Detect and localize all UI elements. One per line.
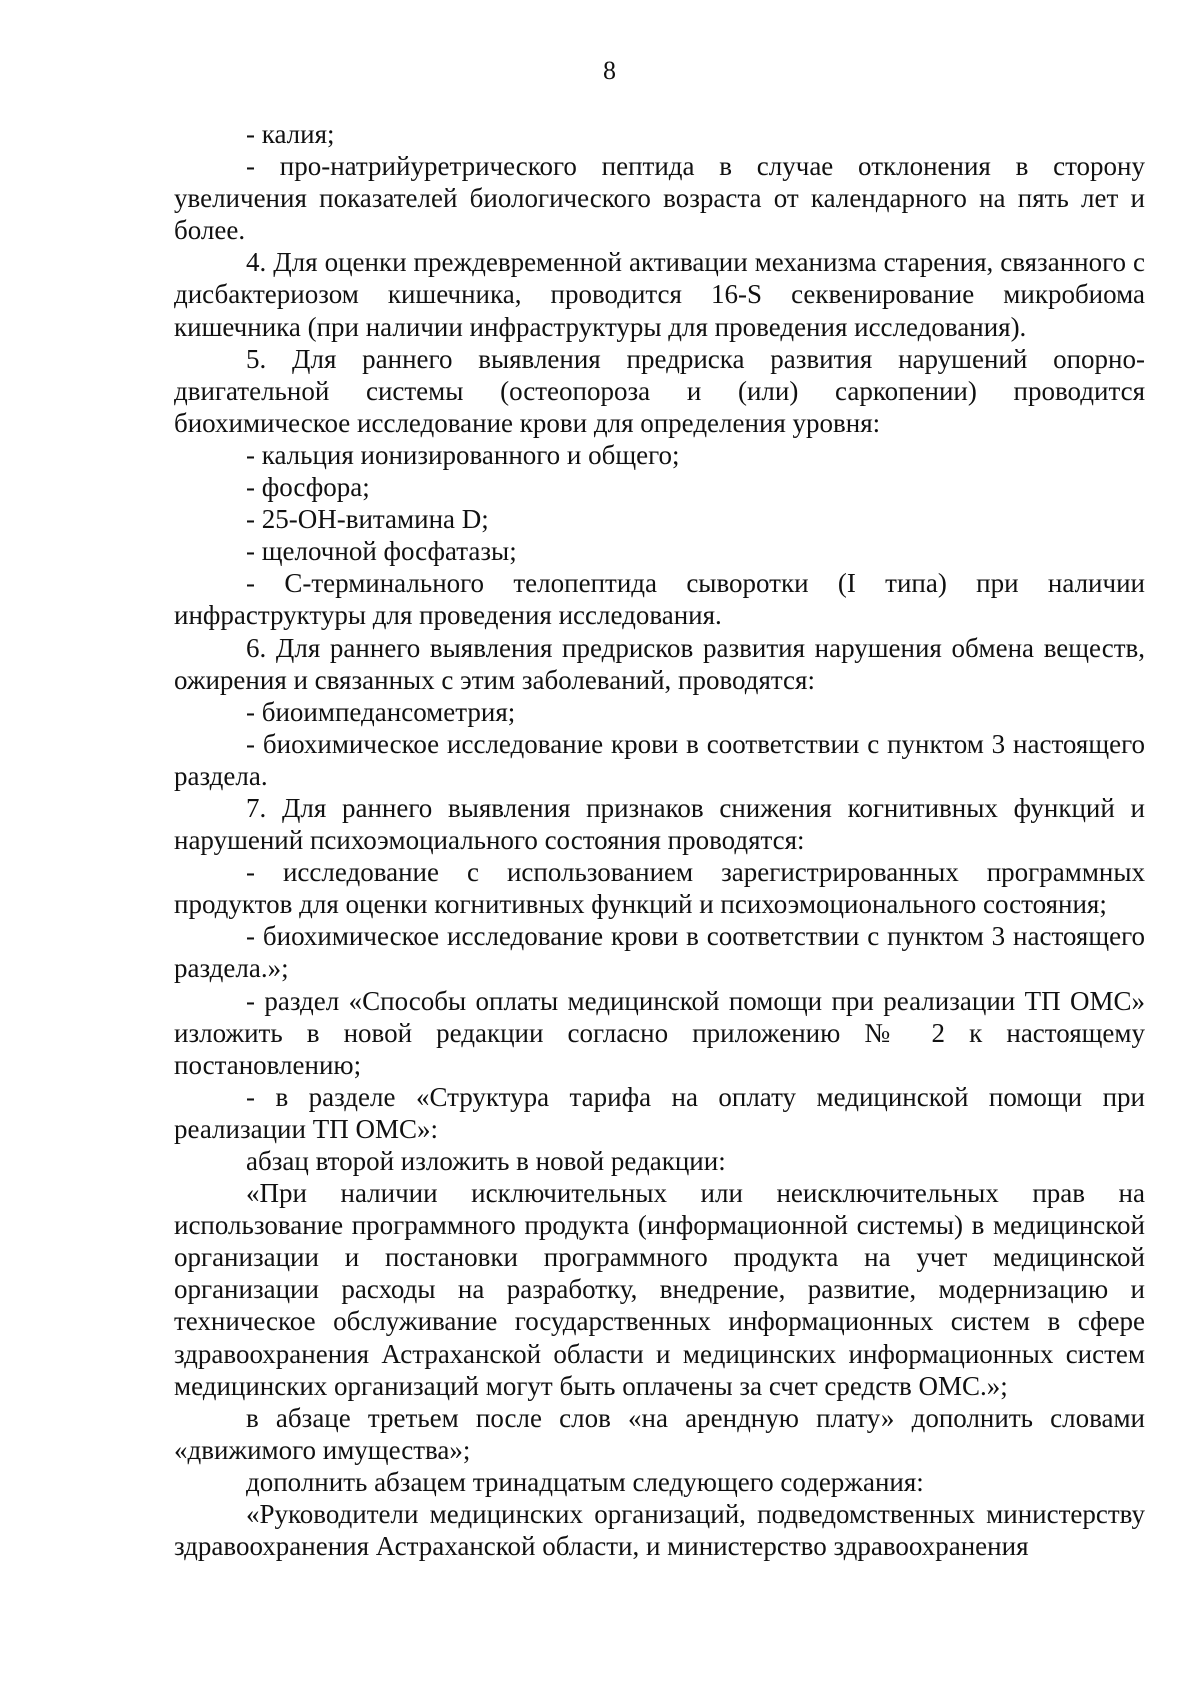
paragraph: 6. Для раннего выявления предрисков развития нарушения обмена веществ, ожирения и связанных с этим заболеваний, проводятся: [174, 632, 1145, 695]
paragraph: 5. Для раннего выявления предриска развития нарушений опорно-двигательной системы (остеопороза и (или) саркопении) проводится биохимическое исследование крови для определения уровня: [174, 343, 1145, 438]
paragraph: - С-терминального телопептида сыворотки (I типа) при наличии инфраструктуры для проведения исследования. [174, 568, 1145, 631]
paragraph: «При наличии исключительных или неисключительных прав на использование программного продукта (информационной системы) в медицинской организации и постановки программного продукта на учет медицинской организации расходы на разработку, внедрение, развитие, модернизацию и техническое обслуживание государственных информационных систем в сфере здравоохранения Астраханской области и медицинских информационных систем медицинских организаций могут быть оплачены за счет средств ОМС.»; [174, 1178, 1145, 1401]
paragraph: - в разделе «Структура тарифа на оплату медицинской помощи при реализации ТП ОМС»: [174, 1081, 1145, 1144]
paragraph: - биоимпедансометрия; [246, 696, 516, 727]
paragraph: - щелочной фосфатазы; [246, 536, 517, 567]
paragraph: абзац второй изложить в новой редакции: [246, 1146, 726, 1176]
paragraph: - биохимическое исследование крови в соответствии с пунктом 3 настоящего раздела.»; [174, 921, 1145, 984]
paragraph: - биохимическое исследование крови в соответствии с пунктом 3 настоящего раздела. [174, 728, 1145, 791]
paragraph: дополнить абзацем тринадцатым следующего содержания: [246, 1466, 924, 1497]
page-number: 8 [603, 56, 616, 85]
paragraph: - калия; [246, 119, 335, 149]
paragraph: - фосфора; [246, 472, 370, 503]
paragraph: - про-натрийуретрического пептида в случае отклонения в сторону увеличения показателей биологического возраста от календарного на пять лет и более. [174, 151, 1145, 246]
paragraph: в абзаце третьем после слов «на арендную плату» дополнить словами «движимого имущества»; [174, 1402, 1145, 1465]
paragraph: 7. Для раннего выявления признаков снижения когнитивных функций и нарушений психоэмоциального состояния проводятся: [174, 792, 1145, 856]
paragraph: «Руководители медицинских организаций, подведомственных министерству здравоохранения Астраханской области, и министерство здравоохранения [174, 1499, 1145, 1562]
paragraph: - 25-ОН-витамина D; [246, 504, 489, 535]
paragraph: - кальция ионизированного и общего; [246, 439, 680, 470]
paragraph: - исследование с использованием зарегистрированных программных продуктов для оценки когнитивных функций и психоэмоционального состояния; [174, 857, 1145, 920]
paragraph: - раздел «Способы оплаты медицинской помощи при реализации ТП ОМС» изложить в новой редакции согласно приложению № 2 к настоящему постановлению; [174, 985, 1145, 1080]
paragraph: 4. Для оценки преждевременной активации механизма старения, связанного с дисбактериозом кишечника, проводится 16-S секвенирование микробиома кишечника (при наличии инфраструктуры для проведения исследования). [174, 247, 1145, 342]
document-body [174, 118, 1145, 1562]
